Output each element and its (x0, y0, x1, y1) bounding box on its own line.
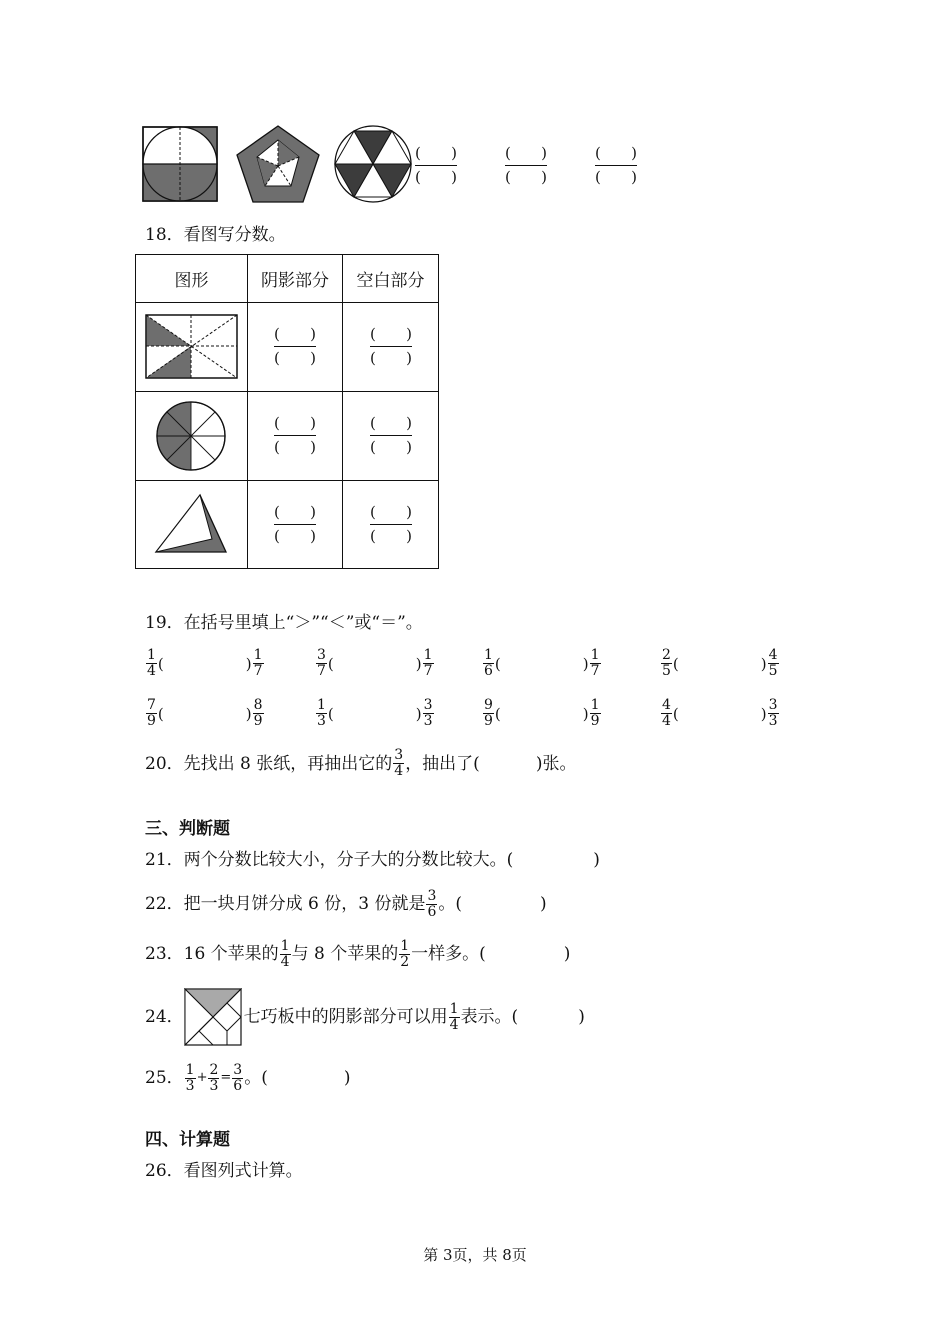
question-20: 20．先找出 8 张纸，再抽出它的 $\frac{3}{4}$ ，抽出了( )张。 (145, 747, 577, 779)
rectangle-figure (136, 303, 247, 391)
fraction: $\frac{1}{4}$ (449, 1000, 459, 1033)
fraction: $\frac{1}{6}$ (484, 647, 493, 679)
fraction: $\frac{3}{3}$ (423, 697, 433, 729)
hexagon-circle-figure (333, 124, 413, 204)
fraction: $\frac{3}{4}$ (394, 747, 404, 779)
fraction: $\frac{9}{9}$ (484, 697, 493, 729)
answer-fraction-2[interactable]: ( ) ( ) (505, 144, 547, 186)
fraction: $\frac{1}{3}$ (317, 697, 326, 729)
fraction: $\frac{2}{3}$ (209, 1061, 219, 1094)
question-22: 22．把一块月饼分成 6 份，3 份就是 $\frac{3}{6}$ 。( ) (145, 887, 547, 920)
circle-eighths-figure (136, 392, 247, 480)
fraction: $\frac{1}{9}$ (590, 697, 600, 729)
comparison-item: $\frac{1}{6}$ ( ) $\frac{1}{7}$ (484, 647, 600, 679)
triangle-figure (136, 481, 247, 568)
section-4-heading: 四、计算题 (145, 1130, 230, 1150)
fraction: $\frac{3}{7}$ (317, 647, 326, 679)
comparison-item: $\frac{9}{9}$ ( ) $\frac{1}{9}$ (484, 697, 600, 729)
rectangle-figure-cell (136, 303, 248, 392)
square-circle-figure (142, 126, 218, 202)
section-3-heading: 三、判断题 (145, 819, 230, 839)
blank-answer-3[interactable]: ( ) ( ) (343, 481, 439, 569)
fraction: $\frac{3}{3}$ (768, 697, 778, 729)
blank-answer-2[interactable]: ( ) ( ) (343, 392, 439, 481)
shaded-answer-3[interactable]: ( ) ( ) (248, 481, 343, 569)
question-25: 25． $\frac{1}{3}$ + $\frac{2}{3}$ = $\frac{3}{6}$ 。( ) (145, 1061, 351, 1094)
comparison-item: $\frac{7}{9}$ ( ) $\frac{8}{9}$ (147, 697, 263, 729)
question-26: 26．看图列式计算。 (145, 1161, 303, 1181)
fraction: $\frac{7}{9}$ (147, 697, 156, 729)
question-21: 21．两个分数比较大小，分子大的分数比较大。( ) (145, 850, 600, 870)
tangram-figure (184, 988, 242, 1046)
fraction: $\frac{1}{4}$ (280, 937, 290, 970)
fraction-table (135, 254, 439, 569)
header-blank: 空白部分 (343, 255, 439, 303)
fraction: $\frac{4}{4}$ (662, 697, 671, 729)
comparison-item: $\frac{1}{3}$ ( ) $\frac{3}{3}$ (317, 697, 433, 729)
fraction: $\frac{3}{6}$ (427, 887, 437, 920)
question-23: 23．16 个苹果的 $\frac{1}{4}$ 与 8 个苹果的 $\frac{1}{2}$ 一样多。( ) (145, 937, 571, 970)
fraction: $\frac{1}{7}$ (423, 647, 433, 679)
fraction: $\frac{1}{3}$ (185, 1061, 195, 1094)
header-shaded: 阴影部分 (248, 255, 343, 303)
question-18-title: 18．看图写分数。 (145, 225, 286, 245)
comparison-item: $\frac{1}{4}$ ( ) $\frac{1}{7}$ (147, 647, 263, 679)
question-24: 24． 七巧板中的阴影部分可以用 $\frac{1}{4}$ 表示。( ) (145, 987, 585, 1047)
shaded-answer-2[interactable]: ( ) ( ) (248, 392, 343, 481)
triangle-figure-cell (136, 481, 248, 569)
answer-fraction-1[interactable]: ( ) ( ) (415, 144, 457, 186)
fraction: $\frac{4}{5}$ (768, 647, 778, 679)
fraction: $\frac{8}{9}$ (253, 697, 263, 729)
answer-fraction-3[interactable]: ( ) ( ) (595, 144, 637, 186)
fraction: $\frac{1}{2}$ (400, 937, 410, 970)
page-footer: 第 3页，共 8页 (423, 1246, 527, 1264)
fraction: $\frac{1}{4}$ (147, 647, 156, 679)
fraction: $\frac{3}{6}$ (233, 1061, 243, 1094)
header-figure: 图形 (136, 255, 248, 303)
comparison-item: $\frac{2}{5}$ ( ) $\frac{4}{5}$ (662, 647, 778, 679)
shaded-answer-1[interactable]: ( ) ( ) (248, 303, 343, 392)
pentagon-figure (235, 124, 321, 204)
fraction: $\frac{2}{5}$ (662, 647, 671, 679)
fraction: $\frac{1}{7}$ (590, 647, 600, 679)
circle-figure-cell (136, 392, 248, 481)
comparison-item: $\frac{4}{4}$ ( ) $\frac{3}{3}$ (662, 697, 778, 729)
blank-answer-1[interactable]: ( ) ( ) (343, 303, 439, 392)
question-19-title: 19．在括号里填上“＞”“＜”或“＝”。 (145, 613, 423, 633)
fraction: $\frac{1}{7}$ (253, 647, 263, 679)
comparison-item: $\frac{3}{7}$ ( ) $\frac{1}{7}$ (317, 647, 433, 679)
